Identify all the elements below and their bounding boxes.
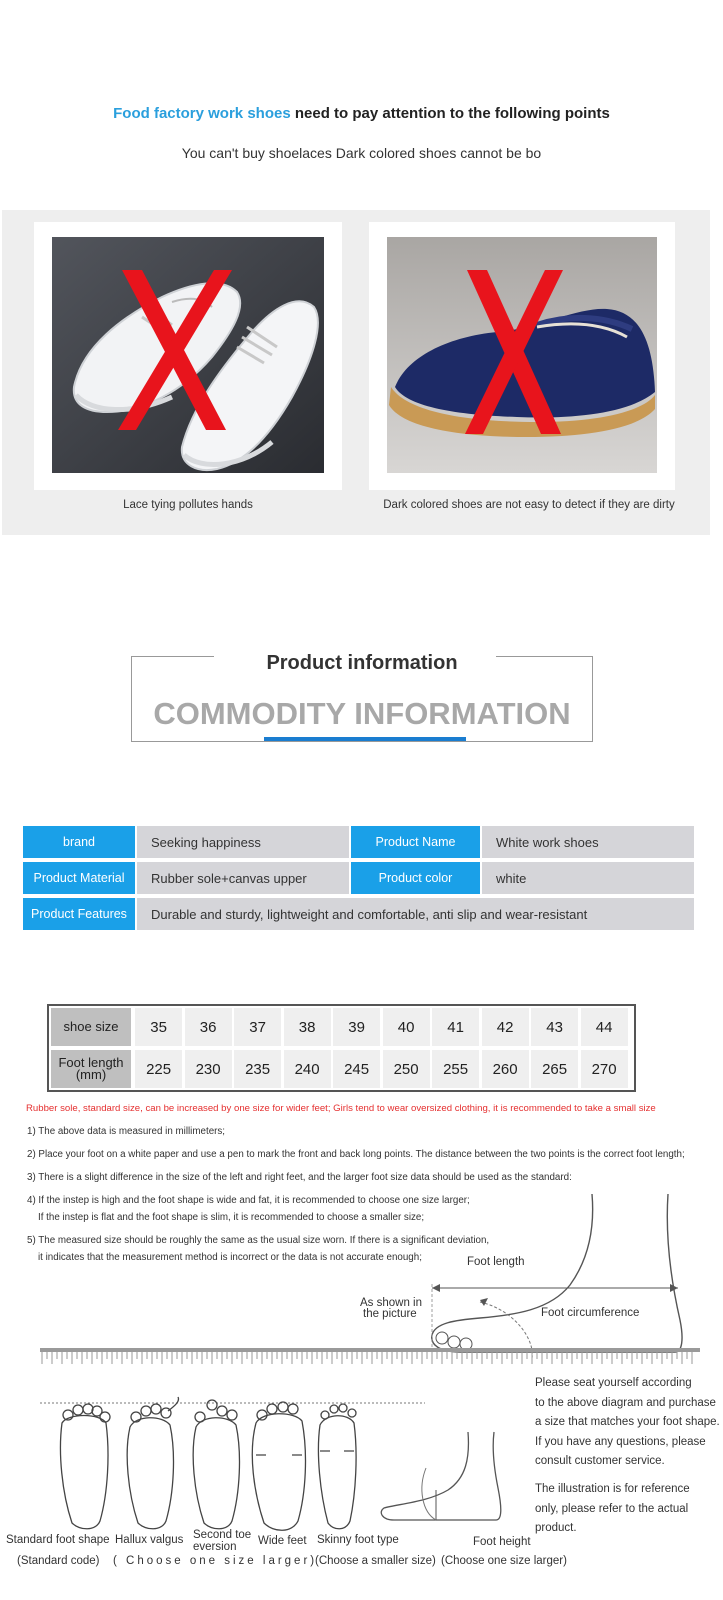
as-shown-label-2: the picture — [363, 1308, 417, 1320]
note-3: 3) There is a slight difference in the size of the left and right feet, and the larger foot size data should be used as the standard: — [27, 1172, 572, 1183]
material-label: Product Material — [23, 862, 135, 894]
headline — [0, 105, 723, 122]
note-4a: 4) If the instep is high and the foot shape is wide and fat, it is recommended to choose one size larger; — [27, 1195, 470, 1206]
cross-icon — [114, 270, 234, 430]
length-cell: 255 — [432, 1050, 479, 1088]
label-second-toe-1: Second toe — [193, 1529, 252, 1541]
foot-length-label: Foot length — [467, 1256, 525, 1268]
foot-height-illustration — [378, 1428, 508, 1528]
size-cell: 39 — [333, 1008, 380, 1046]
length-cell: 265 — [531, 1050, 578, 1088]
note-1: 1) The above data is measured in millimeters; — [27, 1126, 226, 1137]
brand-label: brand — [23, 826, 135, 858]
length-cell: 260 — [482, 1050, 529, 1088]
size-advice-note: Rubber sole, standard size, can be increased by one size for wider feet; Girls tend to wear oversized clothing, it is recommended to take a small size — [26, 1103, 656, 1114]
size-table — [47, 1004, 636, 1092]
advice-line: Please seat yourself according — [535, 1377, 692, 1389]
caption-laces: Lace tying pollutes hands — [123, 499, 253, 511]
advice-block-2 — [535, 1480, 723, 1539]
foot-types-illustration — [50, 1393, 380, 1533]
size-cell: 38 — [284, 1008, 331, 1046]
size-cell: 35 — [135, 1008, 182, 1046]
label-wide-feet: Wide feet — [258, 1535, 307, 1547]
size-cell: 42 — [482, 1008, 529, 1046]
size-header: shoe size — [51, 1008, 131, 1046]
white-shoes-card — [34, 222, 342, 490]
advice-line: a size that matches your foot shape. — [535, 1416, 720, 1428]
label-skinny: Skinny foot type — [317, 1534, 399, 1546]
foot-circumference-label: Foot circumference — [541, 1307, 640, 1319]
label-height-larger: (Choose one size larger) — [441, 1555, 567, 1567]
advice-line: product. — [535, 1522, 577, 1534]
label-one-size-larger: ( Choose one size larger) — [113, 1555, 318, 1567]
note-5a: 5) The measured size should be roughly the same as the usual size worn. If there is a significant deviation, — [27, 1235, 490, 1246]
label-smaller-size: (Choose a smaller size) — [315, 1555, 436, 1567]
label-foot-height: Foot height — [473, 1536, 531, 1548]
size-cell: 41 — [432, 1008, 479, 1046]
size-cell: 43 — [531, 1008, 578, 1046]
color-value: white — [482, 862, 694, 894]
length-cell: 250 — [383, 1050, 430, 1088]
size-cell: 36 — [185, 1008, 232, 1046]
length-cell: 230 — [185, 1050, 232, 1088]
product-info-subtitle: COMMODITY INFORMATION — [153, 696, 571, 731]
size-cell: 44 — [581, 1008, 628, 1046]
features-value: Durable and sturdy, lightweight and comfortable, anti slip and wear-resistant — [137, 898, 694, 930]
cross-icon — [461, 270, 566, 434]
ruler-graphic — [40, 1348, 700, 1366]
as-shown-label-1: As shown in — [360, 1297, 423, 1309]
foot-measure-illustration — [420, 1190, 720, 1370]
size-cell: 37 — [234, 1008, 281, 1046]
color-label: Product color — [351, 862, 480, 894]
label-second-toe-2: eversion — [193, 1541, 237, 1553]
length-cell: 235 — [234, 1050, 281, 1088]
headline-rest: need to pay attention to the following points — [290, 105, 610, 122]
advice-line: If you have any questions, please — [535, 1435, 706, 1448]
advice-line: to the above diagram and purchase — [535, 1396, 716, 1409]
advice-line: consult customer service. — [535, 1455, 665, 1467]
label-hallux: Hallux valgus — [115, 1534, 184, 1546]
advice-line: only, please refer to the actual — [535, 1502, 689, 1515]
length-header — [51, 1050, 131, 1088]
brand-value: Seeking happiness — [137, 826, 349, 858]
note-5b: it indicates that the measurement method is incorrect or the data is not accurate enough; — [38, 1252, 422, 1263]
note-2: 2) Place your foot on a white paper and use a pen to mark the front and back long points. The distance between the two points is the correct foot length; — [27, 1149, 685, 1160]
advice-line: The illustration is for reference — [535, 1483, 690, 1495]
product-info-title: Product information — [266, 652, 458, 674]
name-label: Product Name — [351, 826, 480, 858]
label-standard-foot: Standard foot shape — [6, 1534, 110, 1546]
length-cell: 270 — [581, 1050, 628, 1088]
features-label: Product Features — [23, 898, 135, 930]
length-header-line1: Foot length — [58, 1055, 124, 1070]
name-value: White work shoes — [482, 826, 694, 858]
headline-highlight: Food factory work shoes — [113, 105, 291, 122]
dark-shoe-card — [369, 222, 675, 490]
size-cell: 40 — [383, 1008, 430, 1046]
length-cell: 245 — [333, 1050, 380, 1088]
length-cell: 240 — [284, 1050, 331, 1088]
material-value: Rubber sole+canvas upper — [137, 862, 349, 894]
length-cell: 225 — [135, 1050, 182, 1088]
title-underline — [264, 737, 466, 741]
advice-block-1 — [535, 1374, 723, 1472]
label-standard-code: (Standard code) — [17, 1555, 100, 1567]
subline: You can't buy shoelaces Dark colored shoes cannot be bo — [181, 145, 542, 161]
caption-dark-shoes: Dark colored shoes are not easy to detect if they are dirty — [383, 499, 675, 511]
note-4b: If the instep is flat and the foot shape is slim, it is recommended to choose a smaller size; — [38, 1212, 425, 1223]
length-header-line2: (mm) — [75, 1067, 107, 1082]
